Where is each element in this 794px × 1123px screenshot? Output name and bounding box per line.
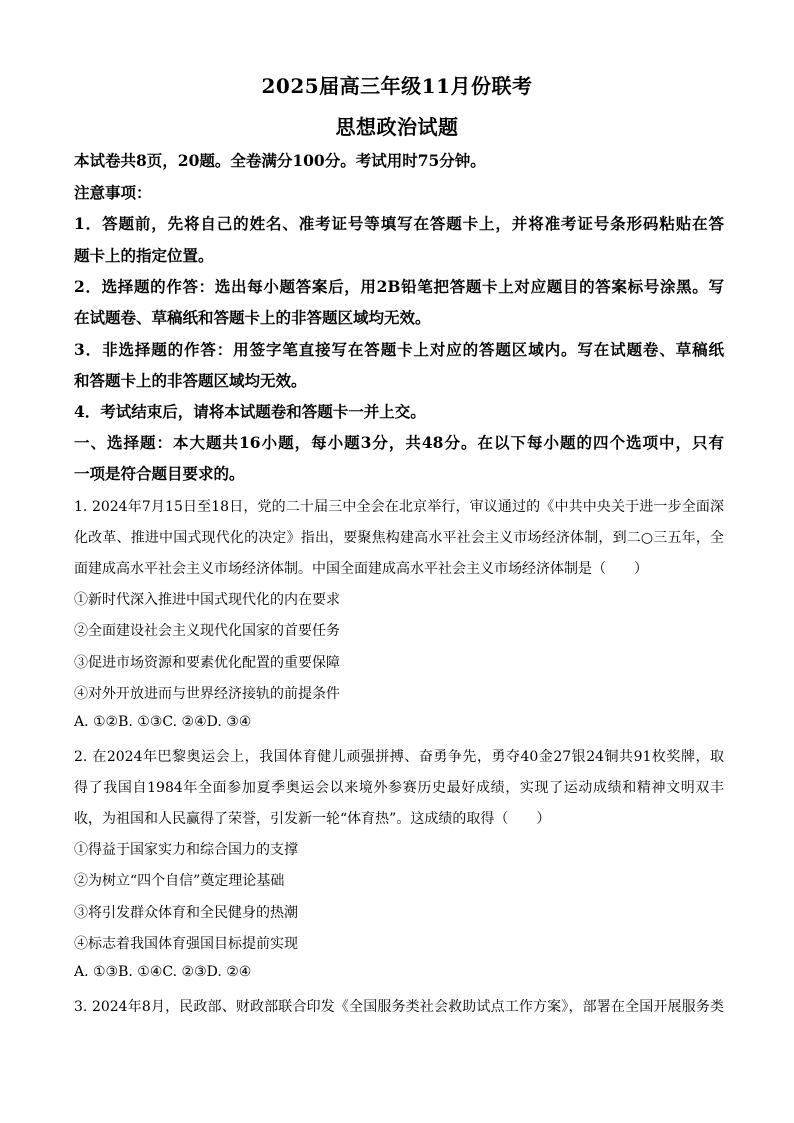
section-heading-line-1: 一、选择题：本大题共16小题，每小题3分，共48分。在以下每小题的四个选项中，只有 bbox=[74, 433, 724, 452]
q3-stem-line-1: 3. 2024年8月，民政部、财政部联合印发《全国服务类社会救助试点工作方案》，部署在全国开展服务类 bbox=[74, 999, 724, 1015]
q2-option-4: ④标志着我国体育强国目标提前实现 bbox=[74, 936, 298, 952]
notice-item-3-line-2: 和答题卡上的非答题区域均无效。 bbox=[74, 371, 307, 390]
notice-item-2-line-1: 2．选择题的作答：选出每小题答案后，用2B铅笔把答题卡上对应题目的答案标号涂黑。写 bbox=[74, 277, 724, 296]
q2-option-3: ③将引发群众体育和全民健身的热潮 bbox=[74, 905, 298, 921]
q2-option-1: ①得益于国家实力和综合国力的支撑 bbox=[74, 842, 298, 858]
notice-item-4: 4．考试结束后，请将本试题卷和答题卡一并上交。 bbox=[74, 402, 426, 421]
notice-item-2-line-2: 在试题卷、草稿纸和答题卡上的非答题区域均无效。 bbox=[74, 308, 431, 327]
q1-option-4: ④对外开放进而与世界经济接轨的前提条件 bbox=[74, 686, 340, 702]
notice-item-3-line-1: 3．非选择题的作答：用签字笔直接写在答题卡上对应的答题区域内。写在试题卷、草稿纸 bbox=[74, 340, 724, 359]
q1-option-3: ③促进市场资源和要素优化配置的重要保障 bbox=[74, 655, 340, 671]
notice-item-1-line-1: 1．答题前，先将自己的姓名、准考证号等填写在答题卡上，并将准考证号条形码粘贴在答 bbox=[74, 214, 724, 233]
notice-item-1-line-2: 题卡上的指定位置。 bbox=[74, 246, 214, 265]
exam-subtitle: 思想政治试题 bbox=[335, 115, 459, 139]
q1-option-1: ①新时代深入推进中国式现代化的内在要求 bbox=[74, 592, 340, 608]
q2-option-2: ②为树立“四个自信”奠定理论基础 bbox=[74, 873, 285, 889]
q1-stem-line-2: 化改革、推进中国式现代化的决定》指出，要聚焦构建高水平社会主义市场经济体制，到二○三五年，全 bbox=[74, 530, 724, 546]
notice-heading: 注意事项： bbox=[74, 183, 152, 202]
q2-stem-line-2: 得了我国自1984年全面参加夏季奥运会以来境外参赛历史最好成绩，实现了运动成绩和精神文明双丰 bbox=[74, 780, 724, 796]
q2-choices: A. ①③B. ①④C. ②③D. ②④ bbox=[74, 964, 252, 980]
q1-option-2: ②全面建设社会主义现代化国家的首要任务 bbox=[74, 623, 340, 639]
q1-stem-line-1: 1. 2024年7月15日至18日，党的二十届三中全会在北京举行，审议通过的《中共中央关于进一步全面深 bbox=[74, 499, 724, 515]
section-heading-line-2: 一项是符合题目要求的。 bbox=[74, 464, 245, 483]
q1-choices: A. ①②B. ①③C. ②④D. ③④ bbox=[74, 714, 252, 730]
exam-info: 本试卷共8页，20题。全卷满分100分。考试用时75分钟。 bbox=[74, 151, 486, 170]
exam-title: 2025届高三年级11月份联考 bbox=[261, 74, 533, 98]
q1-stem-line-3: 面建成高水平社会主义市场经济体制。中国全面建成高水平社会主义市场经济体制是（ ） bbox=[74, 561, 648, 577]
q2-stem-line-3: 收，为祖国和人民赢得了荣誉，引发新一轮“体育热”。这成绩的取得（ ） bbox=[74, 811, 551, 827]
q2-stem-line-1: 2. 在2024年巴黎奥运会上，我国体育健儿顽强拼搏、奋勇争先，勇夺40金27银24铜共91枚奖牌，取 bbox=[74, 749, 724, 765]
